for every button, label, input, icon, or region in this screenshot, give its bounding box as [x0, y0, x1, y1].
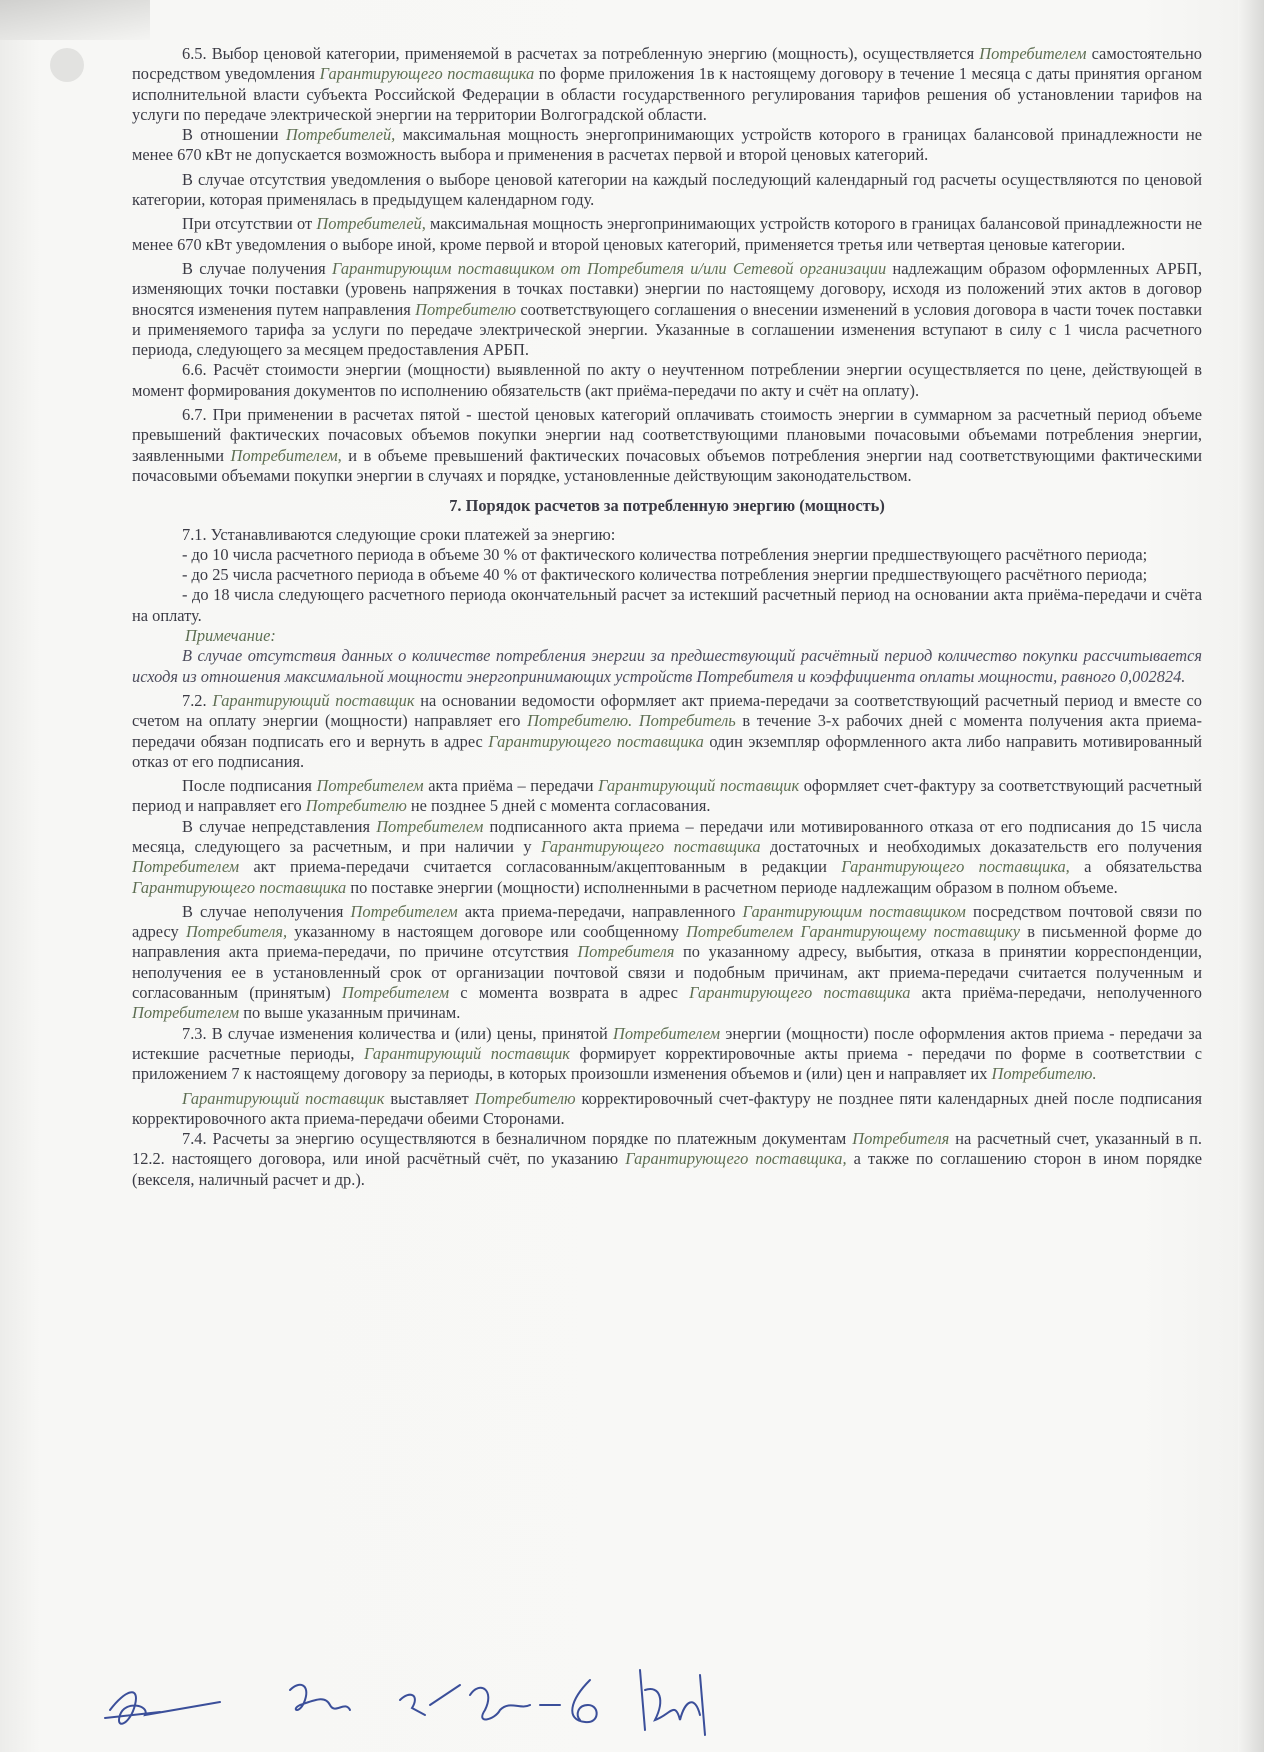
text: максимальная мощность энергопринимающих устройств которого в границах балансовой принадлежности не менее 670 кВт не допускается возможность выбора и применения в расчетах первой и второй ценовых категорий.: [132, 125, 1202, 165]
text: После подписания: [182, 776, 317, 796]
text: указанному в настоящем договоре или сообщенному: [287, 922, 687, 942]
note-label: Примечание:: [185, 626, 276, 646]
text: по указанному адресу, выбытия, отказа в принятии корреспонденции, неполучения ее в установленный срок от организации почтовой связи и подобным причинам, акт приема-передачи считается полученным и согласованным (принятым): [132, 942, 1202, 1003]
handwritten-signatures: [100, 1660, 720, 1750]
term-supplier: Гарантирующий поставщик: [212, 690, 415, 710]
text: оформляет счет-фактуру за соответствующий расчетный период и направляет его: [132, 776, 1202, 816]
signature-stroke: [110, 1692, 220, 1723]
text: В случае непредставления: [182, 816, 377, 836]
term-supplier: Гарантирующего поставщика: [319, 64, 535, 84]
payment-term-3: - до 18 числа следующего расчетного периода окончательный расчет за истекший расчетный период на основании акта приёма-передачи и счёта на оплату.: [132, 585, 1202, 625]
term-consumer: Потребителем,: [230, 445, 342, 465]
text: надлежащим образом оформленных АРБП, изменяющих точки поставки (уровень напряжения в точках поставки) энергии по настоящему договору, исходя из положений этих актов в договор вносятся изменения путем направления: [132, 258, 1202, 319]
term-consumer: Потребителем: [613, 1023, 721, 1043]
paragraph-7-2-b: [132, 776, 1202, 817]
signature-stroke: [640, 1670, 705, 1735]
page-edge-shadow: [1238, 0, 1264, 1752]
term-supplier: Гарантирующего поставщика: [488, 731, 704, 751]
text: выставляет: [384, 1088, 475, 1108]
term-supplier: Гарантирующего поставщика,: [625, 1149, 847, 1169]
text: один экземпляр оформленного акта либо направить мотивированный отказ от его подписания.: [132, 731, 1202, 771]
payment-term-2: - до 25 числа расчетного периода в объеме 40 % от фактического количества потребления энергии предшествующего расчётного периода;: [182, 565, 1148, 585]
text: максимальная мощность энергопринимающих устройств которого в границах балансовой принадлежности не менее 670 кВт уведомления о выборе иной, кроме первой и второй ценовых категорий, применяется третья или четвертая ценовые категории.: [132, 214, 1202, 254]
paragraph-6-5-b: [132, 125, 1202, 166]
term-supplier: Гарантирующего поставщика: [132, 877, 347, 897]
signature-stroke: [540, 1680, 597, 1722]
page-fold-shadow: [0, 0, 150, 40]
text: подписанного акта приема – передачи или мотивированного отказа от его подписания до 15 числа месяца, следующего за расчетным, и при наличии у: [132, 816, 1202, 856]
term-supplier: Гарантирующего поставщика,: [841, 857, 1070, 877]
signature-stroke: [290, 1685, 350, 1710]
term-consumer: Потребителя: [852, 1129, 950, 1149]
paragraph-6-7: [132, 405, 1202, 486]
text: акт приема-передачи считается согласованным/акцептованным в редакции: [239, 857, 842, 877]
term-supplier: Гарантирующий поставщик: [598, 776, 800, 796]
text: акта приёма-передачи, неполученного: [910, 983, 1202, 1003]
term-consumer: Потребителя,: [185, 922, 288, 942]
term-consumer: Потребителя: [577, 942, 675, 962]
text: 6.5. Выбор ценовой категории, применяемой в расчетах за потребленную энергию (мощность), осуществляется: [182, 44, 980, 63]
paragraph-7-3: [132, 1024, 1202, 1085]
term-consumer: Потребителем: [316, 776, 424, 796]
binder-hole: [50, 48, 84, 82]
term-consumer: Потребителю: [415, 299, 517, 319]
text: 7.3. В случае изменения количества и (или) цены, принятой: [182, 1023, 613, 1043]
paragraph-7-1: 7.1. Устанавливаются следующие сроки платежей за энергию:: [182, 524, 616, 544]
term-consumer: Потребителем: [132, 857, 240, 877]
paragraph-7-2-c: [132, 817, 1202, 898]
term-consumer: Потребителем: [132, 1003, 240, 1023]
paragraph-6-5-e: [132, 259, 1202, 360]
text: самостоятельно посредством уведомления: [132, 44, 1202, 84]
text: акта приёма – передачи: [423, 776, 599, 796]
text: достаточных и необходимых доказательств его получения: [760, 836, 1202, 856]
text: не позднее 5 дней с момента согласования.: [406, 796, 711, 816]
term-supplier: Гарантирующего поставщика: [541, 836, 761, 856]
text: и в объеме превышений фактических почасовых объемов потребления энергии над соответствующими фактическими почасовыми объемами покупки энергии в случаях и порядке, установленные действующим законодательством.: [132, 445, 1202, 485]
text: на основании ведомости оформляет акт приема-передачи за соответствующий расчетный период и вместе со счетом на оплату энергии (мощности) направляет его: [132, 690, 1202, 731]
paragraph-6-6: 6.6. Расчёт стоимости энергии (мощности) выявленной по акту о неучтенном потреблении энергии осуществляется по цене, действующей в момент формирования документов по исполнению обязательств (акт приёма-передачи по акту и счёт на оплату).: [132, 360, 1202, 400]
term-supplier: Гарантирующего поставщика: [689, 983, 911, 1003]
term-consumer: Потребителем: [341, 983, 450, 1003]
paragraph-7-2: [132, 691, 1202, 772]
text: В случае неполучения: [182, 901, 351, 921]
document-body: [132, 44, 1202, 1190]
text: на расчетный счет, указанный в п. 12.2. настоящего договора, или иной расчётный счёт, по указанию: [132, 1129, 1202, 1169]
payment-term-1: - до 10 числа расчетного периода в объеме 30 % от фактического количества потребления энергии предшествующего расчётного периода;: [182, 544, 1148, 564]
text: в письменной форме до направления акта приема-передачи, по причине отсутствия: [132, 922, 1202, 962]
term-supplier: Гарантирующий поставщик: [363, 1043, 570, 1063]
text: 7.4. Расчеты за энергию осуществляются в безналичном порядке по платежным документам: [182, 1129, 853, 1149]
text: соответствующего соглашения о внесении изменений в условия договора в части точек поставки и применяемого тарифа за услуги по передаче электрической энергии. Указанные в соглашении изменения вступают в силу с 1 числа расчетного периода, следующего за месяцем предоставления АРБП.: [132, 299, 1202, 360]
term-consumer-supplier: Потребителем Гарантирующему поставщику: [686, 922, 1021, 942]
term-consumer: Потребителем: [376, 816, 484, 836]
paragraph-7-3-b: [132, 1089, 1202, 1130]
paragraph-6-5-c: В случае отсутствия уведомления о выборе ценовой категории на каждый последующий календарный год расчеты осуществляются по ценовой категории, которая применялась в предыдущем календарном году.: [132, 169, 1202, 210]
term-consumer: Потребителем: [979, 44, 1087, 63]
text: 7.2.: [182, 690, 213, 710]
term-consumer: Потребителю.: [991, 1064, 1097, 1084]
section-7-title: 7. Порядок расчетов за потребленную энергию (мощность): [449, 496, 885, 516]
term-supplier: Гарантирующим поставщиком от Потребителя и/или Сетевой организации: [331, 258, 887, 278]
paragraph-6-5: [132, 44, 1202, 125]
text: а также по соглашению сторон в ином порядке (векселя, наличный расчет и др.).: [132, 1149, 1203, 1189]
text: В отношении: [182, 125, 286, 145]
text: в течение 3-х рабочих дней с момента получения акта приема-передачи обязан подписать его и вернуть в адрес: [132, 711, 1202, 751]
signature-stroke: [400, 1685, 460, 1715]
text: с момента возврата в адрес: [449, 983, 690, 1003]
note-text: В случае отсутствия данных о количестве потребления энергии за предшествующий расчётный период количество покупки рассчитывается исходя из отношения максимальной мощности энергопринимающих устройств Потребителя и коэффициента оплаты мощности, равного 0,002824.: [132, 646, 1202, 686]
term-consumers: Потребителей,: [316, 214, 426, 234]
text: акта приема-передачи, направленного: [457, 901, 743, 921]
text: В случае получения: [182, 258, 332, 278]
text: энергии (мощности) после оформления актов приема - передачи за истекшие расчетные периоды,: [132, 1023, 1203, 1063]
term-consumer: Потребителю. Потребитель: [527, 711, 736, 731]
term-consumers: Потребителей,: [285, 125, 396, 145]
paragraph-6-5-d: [132, 214, 1202, 255]
term-consumer: Потребителем: [350, 901, 458, 921]
term-supplier: Гарантирующим поставщиком: [742, 901, 966, 921]
text: а обязательства: [1069, 857, 1203, 877]
text: посредством почтовой связи по адресу: [132, 901, 1202, 942]
text: по выше указанным причинам.: [239, 1003, 461, 1023]
text: формирует корректировочные акты приема - передачи по форме в соответствии с приложением 7 к настоящему договору за периоды, в которых произошли изменения объемов и (или) цен и направляет их: [132, 1043, 1203, 1084]
text: 6.7. При применении в расчетах пятой - шестой ценовых категорий оплачивать стоимость энергии в суммарном за расчетный период объеме превышений фактических почасовых объемов покупки энергии над соответствующими плановыми почасовыми объемами потребления энергии, заявленными: [132, 405, 1202, 465]
term-consumer: Потребителю: [474, 1088, 576, 1108]
term-supplier: Гарантирующий поставщик: [182, 1088, 385, 1108]
term-consumer: Потребителю: [305, 796, 407, 816]
text: корректировочный счет-фактуру не позднее пяти календарных дней после подписания корректировочного акта приема-передачи обеими Сторонами.: [132, 1088, 1202, 1128]
text: по форме приложения 1в к настоящему договору в течение 1 месяца с даты принятия органом исполнительной власти субъекта Российской Федерации в области государственного регулирования тарифов решения об установлении тарифов на услуги по передаче электрической энергии на территории Волгоградской области.: [132, 64, 1202, 124]
signature-stroke: [470, 1688, 530, 1720]
text: При отсутствии от: [182, 214, 317, 234]
text: по поставке энергии (мощности) исполненными в расчетном периоде надлежащим образом в полном объеме.: [346, 877, 1118, 897]
paragraph-7-4: [132, 1129, 1202, 1190]
paragraph-7-2-d: [132, 902, 1202, 1024]
